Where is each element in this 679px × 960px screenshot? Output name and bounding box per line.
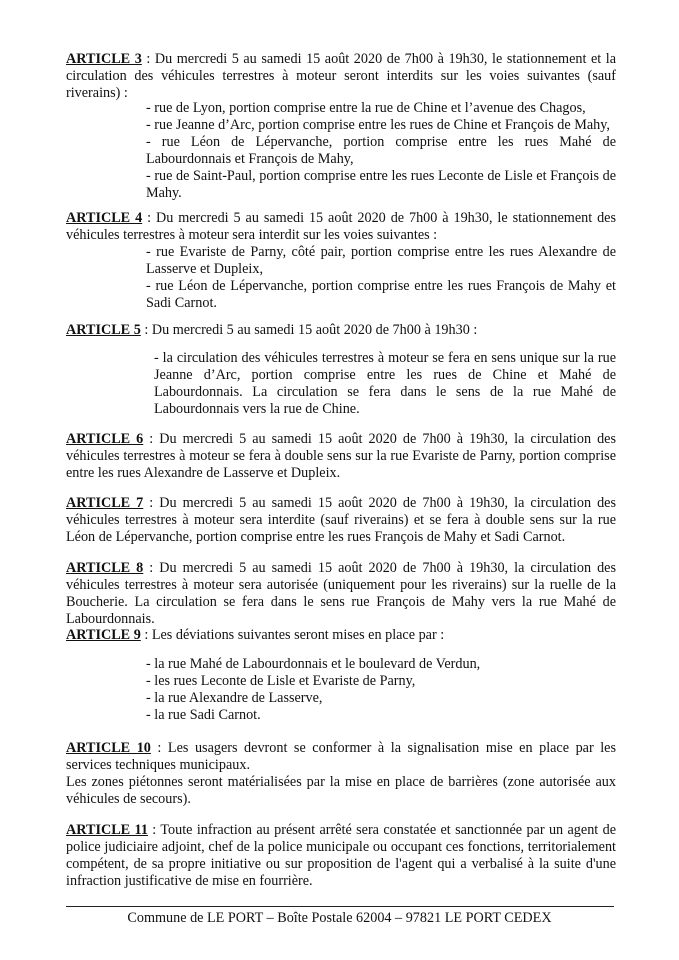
article-10-text: : Les usagers devront se conformer à la signalisation mise en place par les services techniques municipaux. (66, 740, 616, 773)
article-4-item-1: - rue Evariste de Parny, côté pair, portion comprise entre les rues Alexandre de Lasserve et Dupleix, (146, 244, 616, 277)
article-5-text: : Du mercredi 5 au samedi 15 août 2020 de 7h00 à 19h30 : (140, 322, 478, 338)
article-8-text: : Du mercredi 5 au samedi 15 août 2020 de 7h00 à 19h30, la circulation des véhicules terrestres à moteur sera autorisée (uniquement pour les riverains) sur la ruelle de la Boucherie. La circulation se fera dans le sens rue François de Mahy vers la rue Mahé de Labourdonnais. (66, 560, 616, 627)
article-9-item-3: - la rue Alexandre de Lasserve, (146, 690, 323, 706)
article-10-label: ARTICLE 10 (66, 740, 151, 756)
article-3-item-1: - rue de Lyon, portion comprise entre la rue de Chine et l’avenue des Chagos, (146, 100, 586, 116)
article-10-paragraph-2: Les zones piétonnes seront matérialisées par la mise en place de barrières (zone autorisée aux véhicules de secours). (66, 774, 616, 807)
article-5-paragraph (66, 322, 616, 339)
article-9-item-1: - la rue Mahé de Labourdonnais et le boulevard de Verdun, (146, 656, 481, 672)
article-4-label: ARTICLE 4 (66, 210, 143, 226)
article-8-label: ARTICLE 8 (66, 560, 144, 576)
article-9-label: ARTICLE 9 (66, 627, 141, 643)
article-9-text: : Les déviations suivantes seront mises en place par : (140, 627, 445, 643)
article-7-label: ARTICLE 7 (66, 495, 144, 511)
article-4-item-2: - rue Léon de Lépervanche, portion comprise entre les rues François de Mahy et Sadi Carnot. (146, 278, 616, 311)
article-5-label: ARTICLE 5 (66, 322, 141, 338)
article-6-text: : Du mercredi 5 au samedi 15 août 2020 de 7h00 à 19h30, la circulation des véhicules terrestres à moteur se fera à double sens sur la rue Evariste de Parny, portion comprise entre les rues Alexandre de Lasserve et Dupleix. (66, 431, 616, 481)
article-3-item-4: - rue de Saint-Paul, portion comprise entre les rues Leconte de Lisle et François de Mahy. (146, 168, 616, 201)
article-6-paragraph (66, 431, 616, 482)
article-9-paragraph (66, 627, 616, 644)
article-9-item-4: - la rue Sadi Carnot. (146, 707, 261, 723)
article-3-paragraph (66, 51, 616, 102)
article-7-paragraph (66, 495, 616, 546)
footer-address: Commune de LE PORT – Boîte Postale 62004 – 97821 LE PORT CEDEX (127, 910, 552, 926)
article-3-label: ARTICLE 3 (66, 51, 142, 67)
article-4-paragraph (66, 210, 616, 244)
article-3-text: : Du mercredi 5 au samedi 15 août 2020 de 7h00 à 19h30, le stationnement et la circulation des véhicules terrestres à moteur seront interdits sur les voies suivantes (sauf riverains) : (66, 51, 616, 101)
article-11-text: : Toute infraction au présent arrêté sera constatée et sanctionnée par un agent de police judiciaire adjoint, chef de la police municipale ou occupant ces fonctions, territorialement compétent, de sa propre initiative ou sur proposition de l'agent qui a verbalisé à la suite d'une infraction justificative de mise en fourrière. (66, 822, 616, 889)
article-5-item-1: - la circulation des véhicules terrestres à moteur se fera en sens unique sur la rue Jeanne d’Arc, portion comprise entre les rues de Chine et Mahé de Labourdonnais. La circulation se fera dans le sens de la rue Mahé de Labourdonnais vers la rue de Chine. (154, 350, 616, 417)
article-11-label: ARTICLE 11 (66, 822, 148, 838)
article-6-label: ARTICLE 6 (66, 431, 144, 447)
article-7-text: : Du mercredi 5 au samedi 15 août 2020 de 7h00 à 19h30, la circulation des véhicules terrestres à moteur sera interdite (sauf riverains) et se fera à double sens sur la rue Léon de Lépervanche, portion comprise entre les rues François de Mahy et Sadi Carnot. (66, 495, 616, 545)
footer-divider (66, 906, 614, 907)
article-9-item-2: - les rues Leconte de Lisle et Evariste de Parny, (146, 673, 416, 689)
article-8-paragraph (66, 560, 616, 628)
article-11-paragraph (66, 822, 616, 890)
article-3-item-2: - rue Jeanne d’Arc, portion comprise entre les rues de Chine et François de Mahy, (146, 117, 610, 133)
article-10-paragraph (66, 740, 616, 774)
article-4-text: : Du mercredi 5 au samedi 15 août 2020 de 7h00 à 19h30, le stationnement des véhicules terrestres à moteur sera interdit sur les voies suivantes : (66, 210, 617, 243)
article-3-item-3: - rue Léon de Lépervanche, portion comprise entre les rues Mahé de Labourdonnais et François de Mahy, (146, 134, 616, 167)
